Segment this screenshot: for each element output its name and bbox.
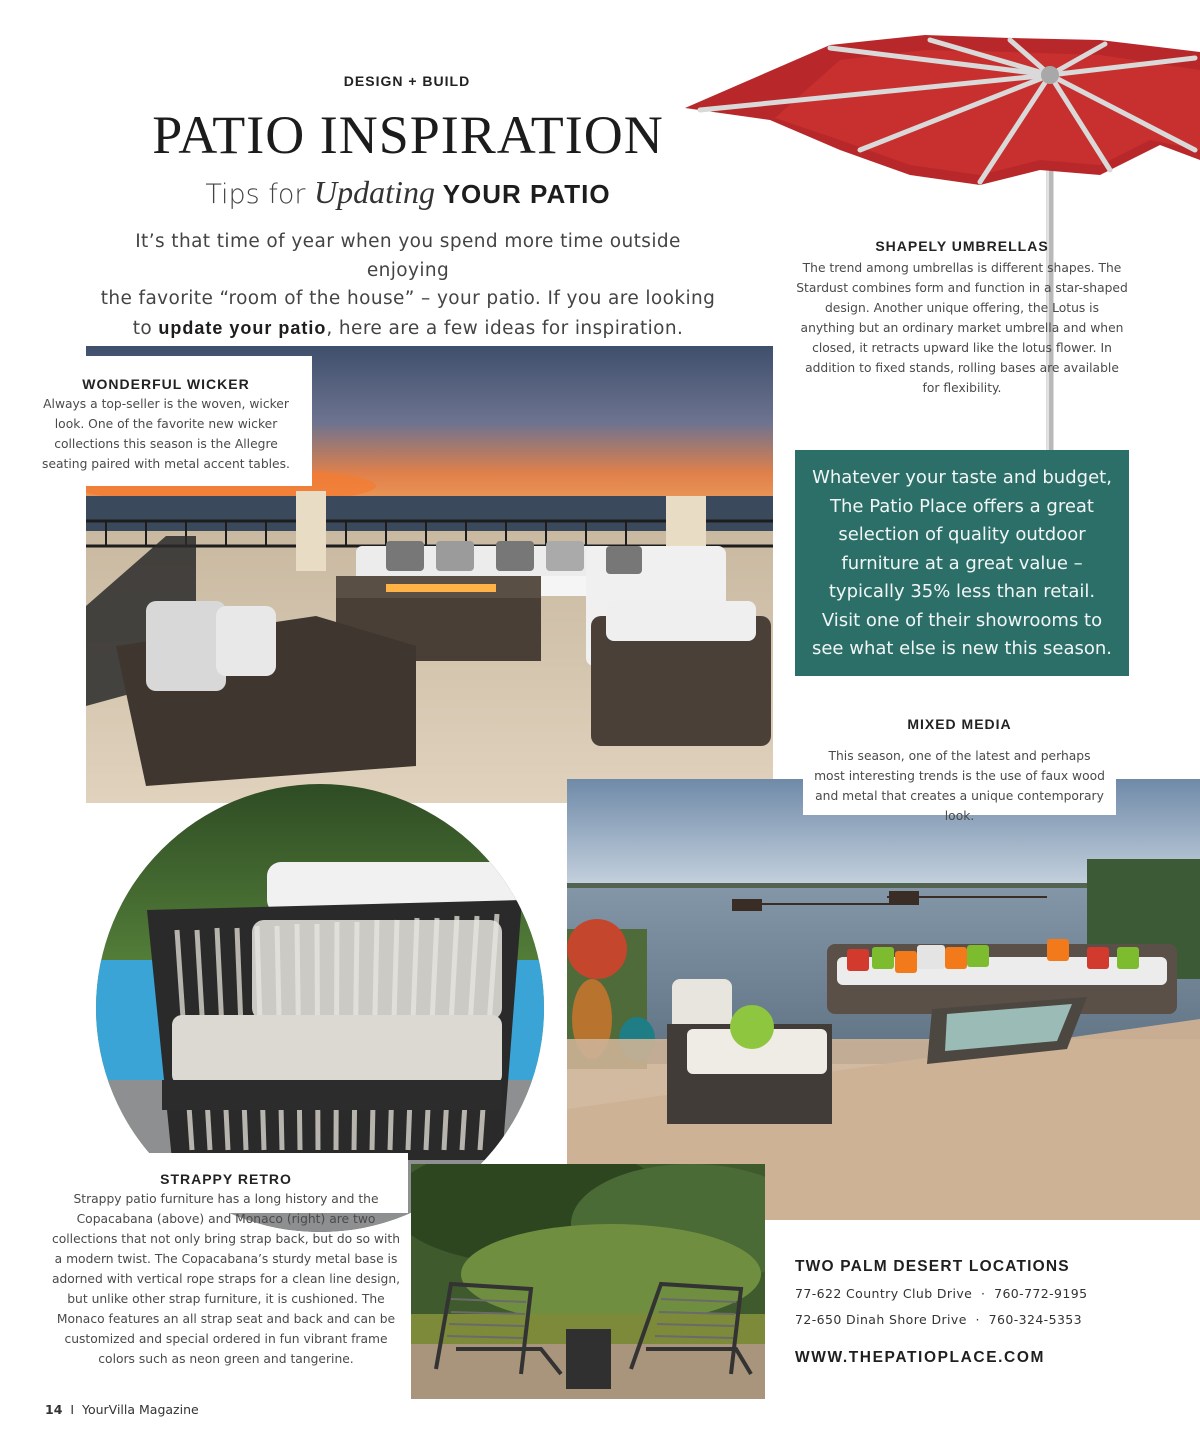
mixed-heading: MIXED MEDIA: [907, 716, 1012, 732]
page-title: PATIO INSPIRATION: [152, 105, 664, 165]
wicker-caption-text: [40, 376, 292, 474]
location-1: 77-622 Country Club Drive · 760-772-9195: [795, 1286, 1088, 1301]
mixed-body: This season, one of the latest and perhaps most interesting trends is the use of faux wood and metal that creates a unique contemporary look.: [814, 749, 1105, 823]
page-number: 14: [45, 1402, 63, 1417]
mixed-media-photo: [567, 779, 1200, 1220]
page-subtitle: [120, 174, 696, 211]
website-link[interactable]: WWW.THEPATIOPLACE.COM: [795, 1349, 1046, 1366]
subtitle-italic: Updating: [314, 174, 435, 210]
umbrellas-caption: [796, 238, 1128, 398]
wicker-body: Always a top-seller is the woven, wicker look. One of the favorite new wicker collections this season is the Allegre seating paired with metal accent tables.: [42, 397, 290, 471]
retro-body: Strappy patio furniture has a long history and the Copacabana (above) and Monaco (right) are two collections that not only bring strap back, but do so with a modern twist. The Copacabana’s sturdy metal base is adorned with vertical rope straps for a clean line design, but unlike other strap furniture, it is cushioned. The Monaco features an all strap seat and back and can be customized and special ordered in fun vibrant frame colors such as neon green and tangerine.: [51, 1192, 401, 1366]
magazine-name: YourVilla Magazine: [82, 1402, 199, 1417]
umbrellas-body: The trend among umbrellas is different shapes. The Stardust combines form and function in a star-shaped design. Another unique offering, the Lotus is anything but an ordinary market umbrella and when closed, it retracts upward like the lotus flower. In addition to fixed stands, rolling bases are available for flexibility.: [796, 261, 1128, 395]
retro-caption-text: [48, 1171, 404, 1369]
intro-line-3: [100, 314, 716, 344]
wicker-heading: WONDERFUL WICKER: [82, 376, 250, 392]
intro-line-3-pre: to: [132, 317, 159, 339]
umbrellas-heading: SHAPELY UMBRELLAS: [875, 238, 1049, 254]
locations-heading: TWO PALM DESERT LOCATIONS: [795, 1258, 1070, 1275]
intro-emphasis: update your patio: [158, 317, 327, 338]
location-2: 72-650 Dinah Shore Drive · 760-324-5353: [795, 1312, 1082, 1327]
subtitle-light: Tips for: [205, 179, 315, 210]
intro-line-3-post: , here are a few ideas for inspiration.: [326, 317, 684, 339]
subtitle-bold: YOUR PATIO: [434, 179, 611, 209]
callout-box: Whatever your taste and budget, The Patio Place offers a great selection of quality outdoor furniture at a great value – typically 35% less than retail. Visit one of their showrooms to see what else is new this season.: [795, 450, 1129, 676]
mixed-caption-text: [803, 716, 1116, 826]
section-kicker: DESIGN + BUILD: [343, 73, 471, 89]
retro-heading: STRAPPY RETRO: [160, 1171, 292, 1187]
intro-line-1: It’s that time of year when you spend more time outside enjoying: [135, 231, 681, 281]
intro-paragraph: [100, 228, 716, 343]
monaco-chairs-photo: [411, 1164, 765, 1399]
footer-separator: I: [62, 1402, 82, 1417]
intro-line-2: the favorite “room of the house” – your patio. If you are looking: [100, 288, 716, 309]
page-footer: [45, 1402, 199, 1417]
